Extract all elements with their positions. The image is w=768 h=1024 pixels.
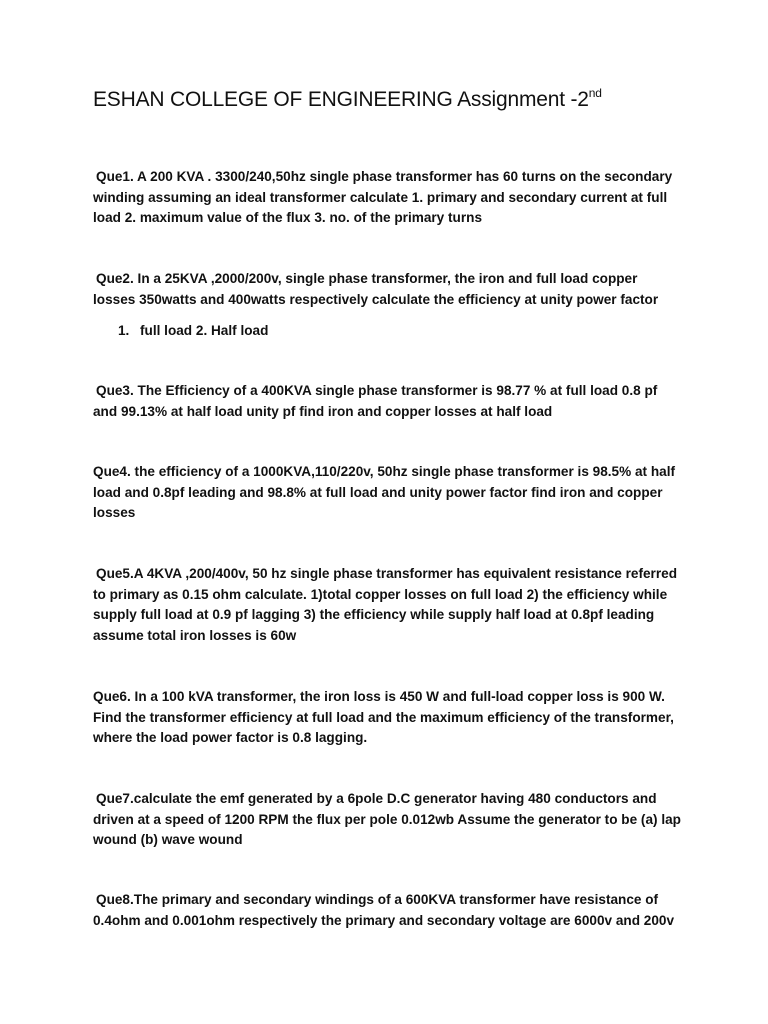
question-2-sublist [118,321,268,341]
question-8 [93,890,683,931]
question-5-text: Que5.A 4KVA ,200/400v, 50 hz single phase transformer has equivalent resistance referred to primary as 0.15 ohm calculate. 1)total copper losses on full load 2) the efficiency while supply full load at 0.9 pf lagging 3) the efficiency while supply half load at 0.8pf leading assume total iron losses is 60w [93,566,678,643]
question-6 [93,687,683,749]
question-5 [93,564,683,646]
question-1-text: Que1. A 200 KVA . 3300/240,50hz single phase transformer has 60 turns on the secondary winding assuming an ideal transformer calculate 1. primary and secondary current at full load 2. maximum value of the flux 3. no. of the primary turns [93,169,673,225]
list-number: 1. [118,323,130,338]
question-2 [93,269,683,310]
title-superscript: nd [588,86,602,100]
list-item-text: full load 2. Half load [140,323,269,338]
question-7-text: Que7.calculate the emf generated by a 6pole D.C generator having 480 conductors and driven at a speed of 1200 RPM the flux per pole 0.012wb Assume the generator to be (a) lap wound (b) wave wound [93,791,681,847]
question-3-text: Que3. The Efficiency of a 400KVA single phase transformer is 98.77 % at full load 0.8 pf and 99.13% at half load unity pf find iron and copper losses at half load [93,383,658,419]
question-3 [93,381,683,422]
question-4-text: Que4. the efficiency of a 1000KVA,110/220v, 50hz single phase transformer is 98.5% at half load and 0.8pf leading and 98.8% at full load and unity power factor find iron and copper losses [93,464,676,520]
question-7 [93,789,683,851]
title-text: ESHAN COLLEGE OF ENGINEERING Assignment -2 [93,88,589,111]
page-title [93,88,602,112]
question-1 [93,167,683,229]
question-2-text: Que2. In a 25KVA ,2000/200v, single phase transformer, the iron and full load copper losses 350watts and 400watts respectively calculate the efficiency at unity power factor [93,271,659,307]
question-8-text: Que8.The primary and secondary windings of a 600KVA transformer have resistance of 0.4ohm and 0.001ohm respectively the primary and secondary voltage are 6000v and 200v [93,892,675,928]
question-4 [93,462,683,524]
question-6-text: Que6. In a 100 kVA transformer, the iron loss is 450 W and full-load copper loss is 900 W. Find the transformer efficiency at full load and the maximum efficiency of the transformer, where the load power factor is 0.8 lagging. [93,689,674,745]
